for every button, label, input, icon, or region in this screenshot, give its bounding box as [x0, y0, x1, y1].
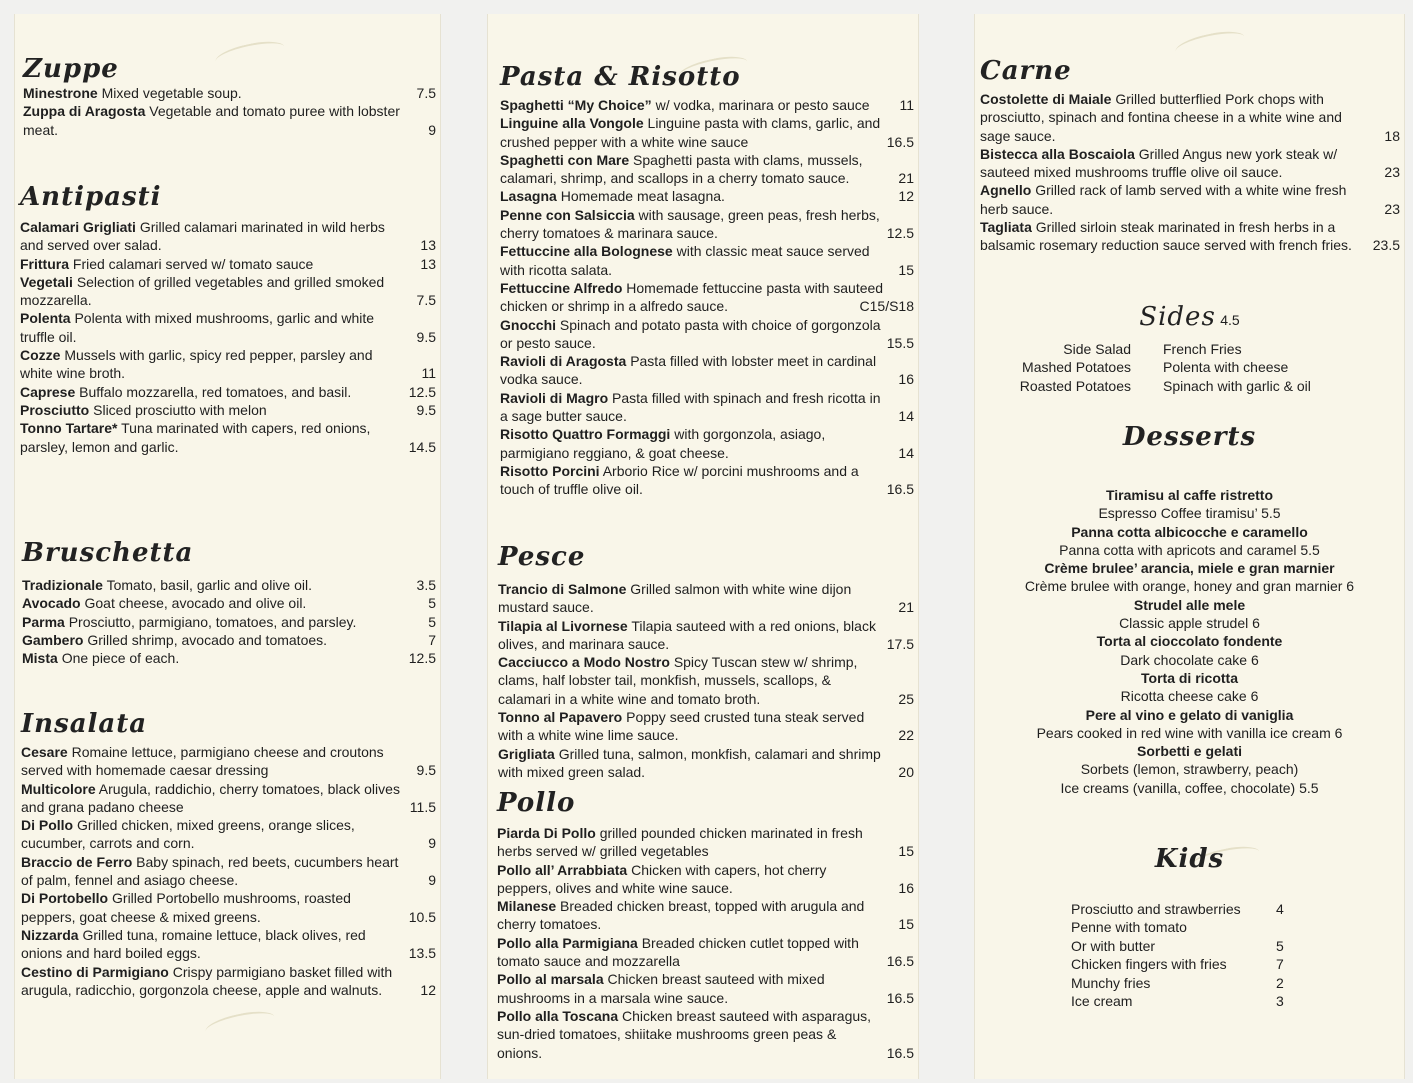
item-name: Pollo alla Toscana — [497, 1007, 619, 1024]
menu-item — [498, 745, 918, 782]
menu-item — [23, 102, 440, 139]
kids-list — [1071, 900, 1404, 1010]
item-description: Spicy Tuscan stew w/ shrimp, clams, half lobster tail, monkfish, mussels, scallops, & calamari in a white wine and tomato broth. — [498, 654, 858, 707]
kids-item — [1071, 937, 1404, 955]
item-price: 9 — [428, 872, 436, 889]
item-description: Grilled rack of lamb served with a white wine fresh herb sauce. — [980, 182, 1347, 217]
kids-item — [1071, 992, 1404, 1010]
section-title-bruschetta: Bruschetta — [22, 538, 194, 568]
item-name: Gnocchi — [500, 316, 557, 333]
item-name: Cestino di Parmigiano — [21, 963, 169, 980]
insalata-list — [21, 743, 440, 999]
side-item: Roasted Potatoes — [1019, 377, 1131, 394]
section-pesce — [498, 542, 918, 781]
item-price: 15.5 — [886, 334, 914, 351]
item-price: 13.5 — [408, 945, 436, 962]
section-desserts — [975, 422, 1404, 797]
pesce-list — [498, 580, 918, 781]
item-name: Ravioli di Aragosta — [500, 353, 627, 370]
item-price: 16 — [898, 371, 914, 388]
section-kids — [975, 844, 1404, 1010]
section-title-kids: Kids — [1154, 844, 1225, 874]
item-price: 5 — [428, 613, 436, 630]
item-description: Homemade fettuccine pasta with sauteed chicken or shrimp in a alfredo sauce. — [500, 279, 884, 315]
item-description: Grilled chicken, mixed greens, orange slices, cucumber, carrots and corn. — [21, 817, 355, 852]
item-name: Caprese — [20, 383, 76, 400]
item-description: One piece of each. — [61, 650, 180, 667]
item-name: Risotto Quattro Formaggi — [500, 426, 671, 443]
menu-panel-right — [974, 14, 1405, 1079]
dessert-description: Espresso Coffee tiramisu’ 5.5 — [1098, 505, 1281, 522]
item-name: Zuppa di Aragosta — [23, 103, 146, 120]
section-title-pesce: Pesce — [498, 542, 586, 572]
item-description: Poppy seed crusted tuna steak served with a white wine lime sauce. — [498, 709, 865, 744]
menu-item — [500, 206, 918, 243]
item-description: Breaded chicken breast, topped with arugula and cherry tomatoes. — [497, 898, 865, 933]
item-description: Chicken breast sauteed with mixed mushrooms in a marsala wine sauce. — [497, 971, 825, 1006]
dessert-name: Panna cotta albicocche e caramello — [1071, 523, 1308, 540]
menu-item — [500, 425, 918, 462]
item-name: Milanese — [497, 898, 557, 915]
section-bruschetta — [22, 538, 440, 667]
item-name: Spaghetti “My Choice” — [500, 97, 652, 113]
item-name: Nizzarda — [21, 926, 79, 943]
sides-right-column — [1163, 340, 1311, 395]
item-price: 5 — [428, 595, 436, 612]
kids-item — [1071, 955, 1404, 973]
menu-item — [22, 594, 440, 612]
side-item: Side Salad — [1063, 341, 1131, 357]
item-price: 16.5 — [886, 481, 914, 498]
menu-item — [500, 96, 918, 114]
item-name: Frittura — [20, 255, 69, 272]
item-description: Grilled tuna, romaine lettuce, black olives, red onions and hard boiled eggs. — [21, 926, 366, 962]
section-pollo — [497, 788, 918, 1062]
item-description: Grilled salmon with white wine dijon mustard sauce. — [498, 581, 852, 616]
menu-item — [498, 653, 918, 708]
kids-item — [1071, 900, 1404, 918]
item-name: Tilapia al Livornese — [498, 617, 628, 634]
item-description: Baby spinach, red beets, cucumbers heart of palm, fennel and asiago cheese. — [21, 853, 399, 889]
side-item: Spinach with garlic & oil — [1163, 377, 1311, 394]
item-price: 11.5 — [409, 798, 436, 815]
menu-panel-left — [14, 14, 441, 1079]
item-name: Cesare — [21, 744, 68, 760]
side-item: French Fries — [1163, 341, 1242, 357]
menu-item — [497, 1007, 918, 1062]
pasta-list — [500, 96, 918, 499]
item-name: Avocado — [22, 595, 81, 612]
dessert-description: Dark chocolate cake 6 — [1120, 651, 1259, 668]
section-pasta — [500, 62, 918, 499]
item-name: Costolette di Maiale — [980, 91, 1112, 107]
item-price: 9.5 — [416, 762, 436, 779]
item-description: Arborio Rice w/ porcini mushrooms and a touch of truffle olive oil. — [500, 462, 859, 498]
menu-item — [22, 613, 440, 631]
menu-item — [21, 889, 440, 926]
desserts-list — [975, 486, 1404, 797]
menu-item — [500, 462, 918, 499]
item-description: Grilled calamari marinated in wild herbs and served over salad. — [20, 219, 385, 254]
item-price: 17.5 — [886, 635, 914, 652]
kids-item — [1071, 918, 1404, 936]
item-price: 16 — [898, 879, 914, 896]
menu-item — [22, 631, 440, 649]
kids-item-name: Chicken fingers with fries — [1071, 956, 1227, 973]
menu-item — [500, 389, 918, 426]
item-name: Polenta — [20, 310, 71, 327]
kids-item-price: 2 — [1276, 974, 1284, 991]
item-price: 16.5 — [886, 133, 914, 150]
menu-item — [20, 346, 440, 383]
item-name: Linguine alla Vongole — [500, 115, 644, 132]
dessert-name: Tiramisu al caffe ristretto — [1105, 487, 1274, 503]
menu-item — [20, 401, 440, 419]
item-price: 12 — [898, 188, 914, 205]
item-description: grilled pounded chicken marinated in fresh herbs served w/ grilled vegetables — [497, 825, 863, 860]
dessert-item — [975, 779, 1404, 797]
dessert-description: Ice creams (vanilla, coffee, chocolate) 5.5 — [1060, 779, 1319, 796]
item-name: Pollo al marsala — [497, 971, 604, 988]
menu-item — [980, 181, 1404, 218]
item-name: Penne con Salsiccia — [500, 206, 635, 223]
item-name: Cacciucco a Modo Nostro — [498, 654, 670, 671]
item-price: 15 — [898, 843, 914, 860]
item-price: 20 — [898, 763, 914, 780]
item-price: 22 — [898, 727, 914, 744]
item-price: 9.5 — [416, 328, 436, 345]
menu-panel-middle — [487, 14, 919, 1079]
menu-item — [20, 309, 440, 346]
item-name: Parma — [22, 613, 65, 630]
dessert-item — [975, 706, 1404, 743]
item-name: Ravioli di Magro — [500, 389, 609, 406]
kids-item-name: Penne with tomato — [1071, 919, 1187, 936]
carne-list — [980, 90, 1404, 255]
kids-item-name: Or with butter — [1071, 937, 1156, 954]
dessert-item — [975, 559, 1404, 596]
dessert-name: Strudel alle mele — [1133, 596, 1246, 613]
item-name: Tonno Tartare* — [20, 420, 118, 437]
item-name: Fettuccine Alfredo — [500, 279, 623, 296]
item-name: Piarda Di Pollo — [497, 825, 596, 841]
item-price: 12.5 — [408, 383, 436, 400]
menu-item — [21, 780, 440, 817]
item-description: Breaded chicken cutlet topped with tomato sauce and mozzarella — [497, 934, 859, 970]
item-name: Lasagna — [500, 188, 557, 205]
menu-item — [21, 816, 440, 853]
item-description: Buffalo mozzarella, red tomatoes, and basil. — [79, 383, 352, 400]
item-name: Pollo all’ Arrabbiata — [497, 861, 628, 878]
section-title-pasta: Pasta & Risotto — [500, 62, 741, 92]
section-title-antipasti: Antipasti — [20, 182, 162, 212]
sides-grid — [975, 340, 1404, 395]
item-price: 9 — [428, 835, 436, 852]
menu-item — [500, 114, 918, 151]
item-price: 13 — [420, 237, 436, 254]
item-name: Pollo alla Parmigiana — [497, 934, 638, 951]
dessert-description: Classic apple strudel 6 — [1119, 615, 1260, 632]
section-title-insalata: Insalata — [21, 709, 148, 739]
item-name: Tonno al Papavero — [498, 709, 623, 726]
kids-item-price: 4 — [1276, 901, 1284, 917]
dessert-name: Torta di ricotta — [1141, 669, 1238, 686]
item-price: 9.5 — [416, 401, 436, 418]
menu-item — [23, 84, 440, 102]
item-price: 3.5 — [416, 577, 436, 593]
menu-item — [980, 218, 1404, 255]
kids-item — [1071, 974, 1404, 992]
menu-item — [497, 934, 918, 971]
item-price: 12.5 — [408, 650, 436, 667]
kids-item-name: Prosciutto and strawberries — [1071, 901, 1241, 917]
item-description: Prosciutto, parmigiano, tomatoes, and parsley. — [68, 613, 357, 630]
item-name: Calamari Grigliati — [20, 219, 136, 235]
section-antipasti — [20, 182, 440, 456]
item-name: Agnello — [980, 182, 1032, 199]
item-description: Crispy parmigiano basket filled with arugula, radicchio, gorgonzola cheese, apple and walnuts. — [21, 963, 393, 998]
item-price: 14 — [898, 444, 914, 461]
item-name: Vegetali — [20, 273, 73, 290]
menu-item — [498, 708, 918, 745]
item-name: Spaghetti con Mare — [500, 151, 630, 168]
menu-item — [980, 145, 1404, 182]
item-description: with gorgonzola, asiago, parmigiano reggiano, & goat cheese. — [500, 426, 826, 461]
section-title-zuppe: Zuppe — [23, 54, 119, 84]
item-price: 11 — [899, 97, 914, 113]
kids-item-name: Ice cream — [1071, 993, 1133, 1010]
item-price: 7 — [428, 631, 436, 648]
item-name: Di Portobello — [21, 890, 109, 907]
section-zuppe — [23, 54, 440, 139]
section-insalata — [21, 709, 440, 999]
item-name: Cozze — [20, 347, 61, 364]
sides-left-column — [975, 340, 1163, 395]
menu-item — [980, 90, 1404, 145]
item-price: 9 — [428, 121, 436, 138]
item-description: Spinach and potato pasta with choice of gorgonzola or pesto sauce. — [500, 316, 881, 351]
dessert-name: Sorbetti e gelati — [1136, 743, 1243, 760]
dessert-description: Panna cotta with apricots and caramel 5.5 — [1059, 541, 1320, 558]
item-price: 16.5 — [886, 1044, 914, 1061]
item-description: Homemade meat lasagna. — [560, 188, 725, 205]
menu-item — [20, 255, 440, 273]
menu-item — [20, 383, 440, 401]
menu-item — [500, 352, 918, 389]
item-price: 13 — [420, 255, 436, 272]
item-name: Tagliata — [980, 219, 1032, 236]
menu-item — [497, 897, 918, 934]
item-price: 23.5 — [1372, 237, 1400, 254]
item-description: Pasta filled with lobster meet in cardinal vodka sauce. — [500, 353, 877, 388]
menu-item — [498, 580, 918, 617]
item-price: 7.5 — [416, 292, 436, 309]
item-description: Pasta filled with spinach and fresh ricotta in a sage butter sauce. — [500, 389, 881, 425]
menu-item — [500, 279, 918, 316]
menu-item — [22, 649, 440, 667]
side-item: Mashed Potatoes — [1022, 359, 1131, 376]
section-carne — [980, 56, 1404, 255]
item-description: Polenta with mixed mushrooms, garlic and white truffle oil. — [20, 310, 375, 345]
item-name: Risotto Porcini — [500, 462, 600, 479]
item-price: 21 — [898, 599, 914, 616]
item-name: Multicolore — [21, 780, 96, 797]
menu-item — [500, 187, 918, 205]
dessert-item — [975, 632, 1404, 669]
menu-item — [21, 963, 440, 1000]
item-description: Tomato, basil, garlic and olive oil. — [106, 577, 312, 593]
item-description: Tuna marinated with capers, red onions, parsley, lemon and garlic. — [20, 420, 371, 455]
dessert-description: Ricotta cheese cake 6 — [1120, 688, 1259, 705]
item-price: 18 — [1384, 127, 1400, 144]
item-price: 23 — [1384, 164, 1400, 181]
section-title-sides: Sides — [1139, 302, 1216, 332]
kids-item-price: 7 — [1276, 956, 1284, 973]
item-description: Selection of grilled vegetables and grilled smoked mozzarella. — [20, 273, 385, 309]
menu-item — [21, 853, 440, 890]
item-price: 25 — [898, 690, 914, 707]
dessert-item — [975, 669, 1404, 706]
menu-item — [500, 151, 918, 188]
item-description: Linguine pasta with clams, garlic, and crushed pepper with a white wine sauce — [500, 115, 881, 150]
item-name: Grigliata — [498, 745, 555, 762]
item-price: 12.5 — [886, 225, 914, 242]
item-description: Spaghetti pasta with clams, mussels, calamari, shrimp, and scallops in a cherry tomato sauce. — [500, 151, 863, 187]
item-description: Grilled Portobello mushrooms, roasted peppers, goat cheese & mixed greens. — [21, 890, 351, 925]
menu-item — [497, 861, 918, 898]
item-name: Braccio de Ferro — [21, 853, 133, 870]
item-description: with sausage, green peas, fresh herbs, cherry tomatoes & marinara sauce. — [500, 206, 880, 242]
antipasti-list — [20, 218, 440, 456]
item-price: 23 — [1384, 200, 1400, 217]
item-description: Goat cheese, avocado and olive oil. — [84, 595, 307, 612]
item-description: Grilled shrimp, avocado and tomatoes. — [87, 631, 328, 648]
item-description: Chicken breast sauteed with asparagus, sun-dried tomatoes, shiitake mushrooms green peas & onions. — [497, 1007, 872, 1061]
kids-item-price: 5 — [1276, 937, 1284, 954]
pollo-list — [497, 824, 918, 1062]
menu-item — [20, 218, 440, 255]
bruschetta-list — [22, 576, 440, 667]
item-description: Chicken with capers, hot cherry peppers, olives and white wine sauce. — [497, 861, 827, 896]
item-description: Vegetable and tomato puree with lobster meat. — [23, 103, 400, 138]
section-sides — [975, 302, 1404, 395]
section-title-carne: Carne — [980, 56, 1072, 86]
item-price: 14 — [898, 408, 914, 425]
sides-price: 4.5 — [1220, 312, 1240, 328]
item-price: 16.5 — [886, 989, 914, 1006]
menu-item — [500, 242, 918, 279]
dessert-name: Torta al cioccolato fondente — [1096, 633, 1283, 650]
item-description: Romaine lettuce, parmigiano cheese and croutons served with homemade caesar dressing — [21, 744, 384, 779]
menu-item — [498, 617, 918, 654]
item-name: Di Pollo — [21, 817, 74, 834]
item-name: Gambero — [22, 631, 84, 648]
item-description: with classic meat sauce served with ricotta salata. — [500, 243, 870, 278]
item-price: 15 — [898, 916, 914, 933]
item-name: Fettuccine alla Bolognese — [500, 243, 673, 260]
item-description: Grilled tuna, salmon, monkfish, calamari and shrimp with mixed green salad. — [498, 745, 881, 780]
item-price: 11 — [421, 365, 436, 382]
menu-item — [497, 970, 918, 1007]
item-price: 15 — [898, 261, 914, 278]
item-description: Fried calamari served w/ tomato sauce — [72, 255, 314, 272]
item-description: Grilled sirloin steak marinated in fresh herbs in a balsamic rosemary reduction sauce served with french fries. — [980, 219, 1352, 254]
section-title-desserts: Desserts — [1122, 422, 1257, 452]
item-description: Arugula, raddichio, cherry tomatoes, black olives and grana padano cheese — [21, 780, 400, 815]
item-name: Mista — [22, 650, 58, 667]
item-description: w/ vodka, marinara or pesto sauce — [655, 97, 870, 113]
item-name: Trancio di Salmone — [498, 581, 627, 597]
item-name: Prosciutto — [20, 401, 90, 418]
menu-item — [497, 824, 918, 861]
section-title-pollo: Pollo — [497, 788, 576, 818]
item-price: 21 — [898, 170, 914, 187]
side-item: Polenta with cheese — [1163, 359, 1289, 376]
menu-item — [21, 743, 440, 780]
menu-item — [22, 576, 440, 594]
kids-item-price: 3 — [1276, 993, 1284, 1010]
item-price: 16.5 — [886, 953, 914, 970]
menu-item — [20, 273, 440, 310]
dessert-description: Sorbets (lemon, strawberry, peach) — [1080, 761, 1299, 778]
item-description: Mixed vegetable soup. — [101, 85, 242, 101]
item-price: 14.5 — [408, 438, 436, 455]
dessert-description: Pears cooked in red wine with vanilla ice cream 6 — [1036, 724, 1343, 741]
item-price: 10.5 — [408, 908, 436, 925]
item-description: Grilled butterflied Pork chops with prosciutto, spinach and fontina cheese in a white wine and sage sauce. — [980, 91, 1342, 144]
menu-item — [500, 316, 918, 353]
item-description: Tilapia sauteed with a red onions, black olives, and marinara sauce. — [498, 617, 876, 652]
item-price: 12 — [420, 981, 436, 998]
item-description: Sliced prosciutto with melon — [93, 401, 267, 418]
menu-item — [21, 926, 440, 963]
item-price: C15/S18 — [859, 298, 914, 315]
dessert-item — [975, 486, 1404, 523]
zuppe-list — [23, 84, 440, 139]
item-name: Minestrone — [23, 85, 98, 101]
item-name: Bistecca alla Boscaiola — [980, 145, 1135, 162]
kids-item-name: Munchy fries — [1071, 974, 1151, 991]
dessert-description: Crème brulee with orange, honey and gran marnier 6 — [1024, 578, 1355, 595]
item-description: Mussels with garlic, spicy red pepper, parsley and white wine broth. — [20, 347, 373, 382]
menu-item — [20, 419, 440, 456]
item-name: Tradizionale — [22, 577, 103, 593]
dessert-item — [975, 523, 1404, 560]
dessert-name: Crème brulee’ arancia, miele e gran marnier — [1044, 560, 1335, 577]
item-price: 7.5 — [416, 85, 436, 101]
item-description: Grilled Angus new york steak w/ sauteed mixed mushrooms truffle olive oil sauce. — [980, 145, 1338, 181]
dessert-item — [975, 596, 1404, 633]
dessert-item — [975, 742, 1404, 779]
dessert-name: Pere al vino e gelato di vaniglia — [1085, 706, 1294, 723]
